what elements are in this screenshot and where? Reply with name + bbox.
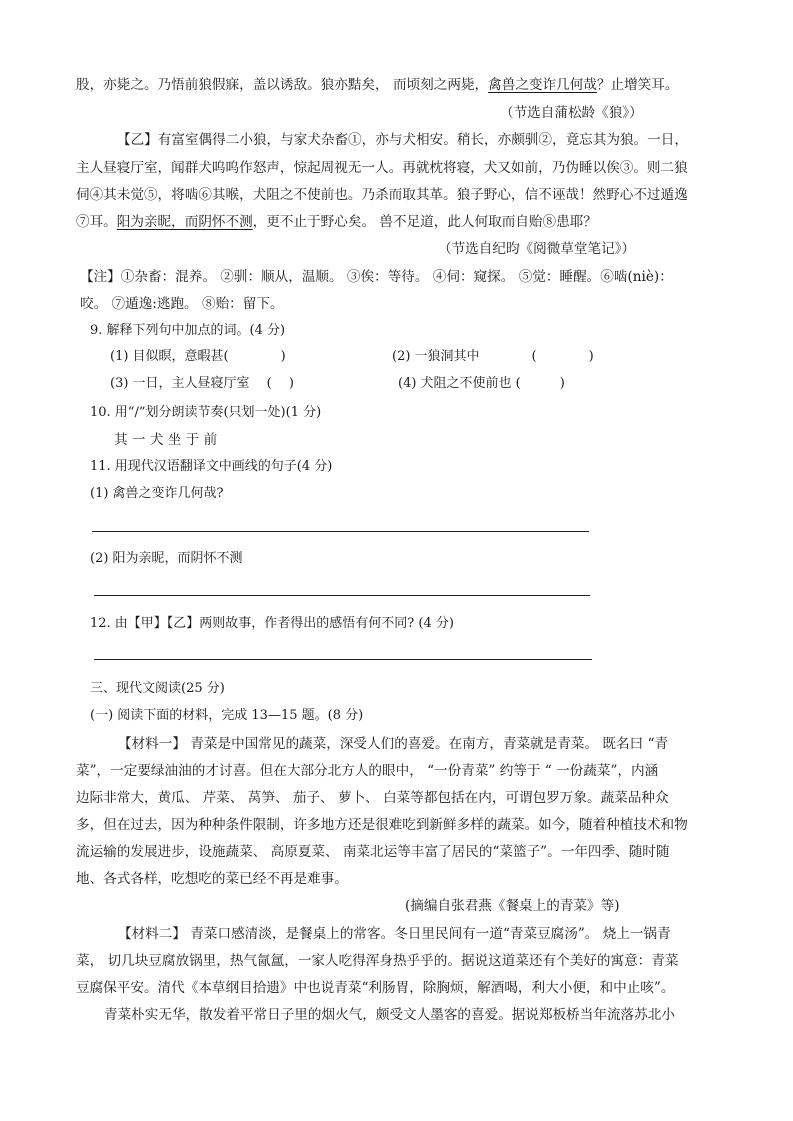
material-1-line: 多，但在过去，因为种种条件限制，许多地方还是很难吃到新鲜多样的蔬菜。如今，随着种植技术和物	[76, 817, 688, 833]
yi-text-segment: ，更不止于野心矣。 兽不足道，此人何取而自贻⑧患耶？	[252, 214, 597, 230]
answer-line[interactable]	[94, 595, 590, 596]
question-12-title: 12. 由【甲】【乙】两则故事，作者得出的感悟有何不同? (4 分)	[90, 616, 454, 631]
yi-text-line	[76, 213, 597, 231]
yi-text-segment: ⑦耳。	[76, 214, 117, 230]
notes-line: 咬。 ⑦遁逸:逃跑。 ⑧贻：留下。	[80, 296, 284, 312]
underlined-sentence: 阳为亲昵，而阴怀不测	[116, 214, 253, 230]
question-11-item-1: (1) 禽兽之变诈几何哉?	[90, 486, 224, 501]
material-1-line: 【材料一】 青菜是中国常见的蔬菜，深受人们的喜爱。在南方，青菜就是青菜。 既名曰 “青	[118, 736, 669, 752]
section-3-title: 三、现代文阅读(25 分)	[90, 681, 225, 696]
underlined-sentence: 禽兽之变诈几何哉	[488, 77, 597, 93]
jia-text-line	[76, 76, 678, 94]
notes-line: 【注】①杂畜：混养。 ②驯：顺从，温顺。 ③俟：等待。 ④伺：窥探。 ⑤觉：睡醒。⑥啮(niè)：	[80, 269, 673, 285]
question-10-sentence: 其 一 犬 坐 于 前	[114, 432, 218, 448]
material-1-line: 边际非常大，黄瓜、 芹菜、 莴笋、 茄子、 萝卜、 白菜等都包括在内，可谓包罗万象。蔬菜品种众	[76, 790, 669, 806]
material-1-line: 地、各式各样，吃想吃的菜已经不再是难事。	[76, 871, 348, 887]
material-1-source: (摘编自张君燕《餐桌上的青菜》等)	[405, 898, 620, 914]
jia-text-segment: 股，亦毙之。乃悟前狼假寐，盖以诱敌。狼亦黠矣， 而顷刻之两毙，	[76, 77, 489, 93]
question-9-item-1: (1) 目似瞑，意暇甚( )	[110, 349, 286, 364]
yi-source: （节选自纪昀《阅微草堂笔记》）	[438, 241, 636, 257]
material-1-line: 菜”，一定要绿油油的才讨喜。但在大部分北方人的眼中， “一份青菜” 约等于 “ 一份蔬菜”，内涵	[76, 763, 659, 779]
question-11-item-2: (2) 阳为亲昵，而阴怀不测	[90, 551, 243, 566]
material-1-line: 流运输的发展进步，设施蔬菜、 高原夏菜、 南菜北运等丰富了居民的“菜篮子”。一年四季、随时随	[76, 844, 670, 860]
question-9-item-3: (3) 一日，主人昼寝厅室 ( )	[110, 376, 294, 391]
section-3-subtitle: (一) 阅读下面的材料，完成 13—15 题。(8 分)	[90, 708, 364, 723]
question-9-item-2: (2) 一狼洞其中 ( )	[392, 349, 594, 364]
yi-text-line: 【乙】有富室偶得二小狼，与家犬杂畜①，亦与犬相安。稍长，亦颇驯②，竟忘其为狼。一日，	[117, 132, 688, 148]
question-11-title: 11. 用现代汉语翻译文中画线的句子(4 分)	[90, 459, 333, 474]
material-2-line: 青菜朴实无华，散发着平常日子里的烟火气，颇受文人墨客的喜爱。据说郑板桥当年流落苏北小	[104, 1007, 675, 1023]
material-2-line: 豆腐保平安。清代《本草纲目拾遗》中也说青菜“利肠胃，除胸烦，解酒喝，利大小便，和中止咳”。	[76, 980, 675, 996]
question-10-title: 10. 用“/”划分朗读节奏(只划一处)(1 分)	[90, 405, 322, 420]
yi-text-line: 伺④其未觉⑤，将啮⑥其喉，犬阻之不使前也。乃杀而取其革。狼子野心，信不诬哉！然野心不过遁逸	[76, 187, 688, 203]
answer-line[interactable]	[92, 531, 589, 532]
question-9-item-4: (4) 犬阻之不使前也 ( )	[398, 376, 565, 391]
material-2-line: 菜， 切几块豆腐放锅里，热气氤氲，一家人吃得浑身热乎乎的。据说这道菜还有个美好的寓意：青菜	[76, 953, 679, 969]
jia-text-segment: ？止增笑耳。	[596, 77, 679, 93]
yi-text-line: 主人昼寝厅室，闻群犬呜呜作怒声，惊起周视无一人。再就枕将寝，犬又如前，乃伪睡以俟③。则二狼	[76, 160, 688, 176]
jia-source: （节选自蒲松龄《狼》）	[500, 105, 643, 121]
question-9-title: 9. 解释下列句中加点的词。(4 分)	[90, 323, 286, 338]
material-2-line: 【材料二】 青菜口感清淡，是餐桌上的常客。冬日里民间有一道“青菜豆腐汤”。 烧上一锅青	[118, 926, 671, 942]
answer-line[interactable]	[94, 659, 592, 660]
